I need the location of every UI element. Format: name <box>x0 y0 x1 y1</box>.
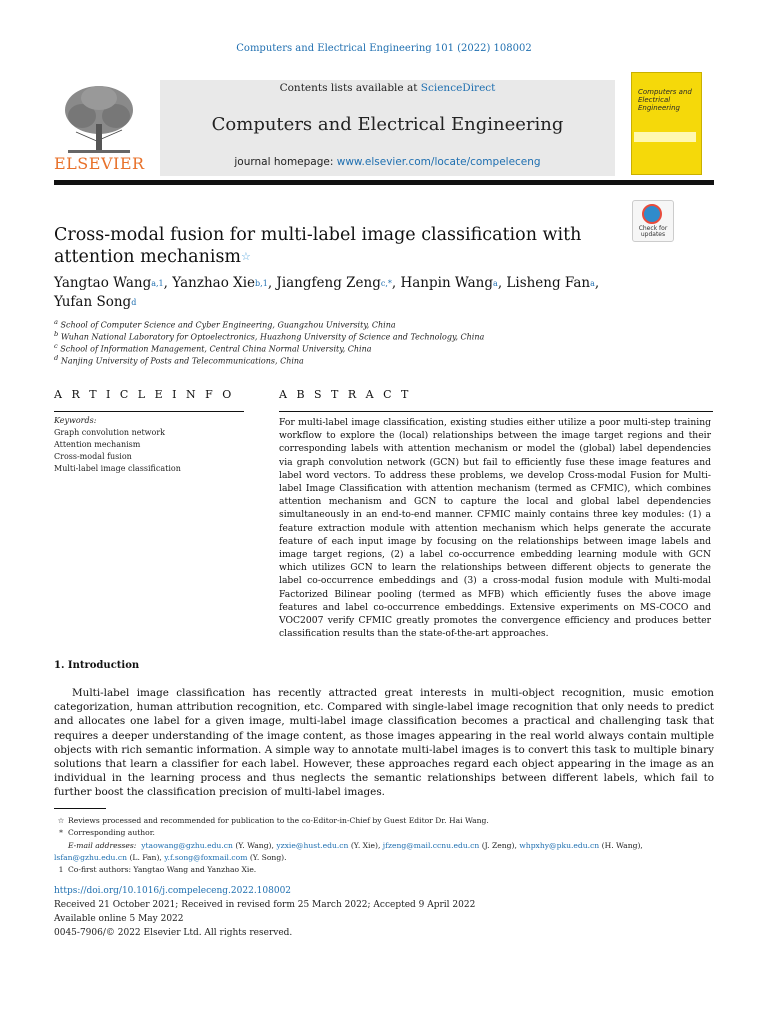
footnote-mark-1: 1 <box>58 865 64 874</box>
footnote-emails <box>54 840 714 852</box>
affiliation-mark: c <box>54 342 58 350</box>
header-rule <box>54 180 714 185</box>
footnote-cofirst-text: Co-first authors: Yangtao Wang and Yanzhao Xie. <box>68 865 257 874</box>
affiliation-mark: d <box>54 354 59 362</box>
keyword: Multi-label image classification <box>54 464 181 473</box>
homepage-link[interactable]: www.elsevier.com/locate/compeleceng <box>336 156 541 168</box>
author-affiliation-mark[interactable]: d <box>131 298 137 307</box>
article-title <box>54 224 614 268</box>
affiliation-text: School of Information Management, Central China Normal University, China <box>60 344 372 354</box>
affiliation-mark: a <box>54 318 58 326</box>
affiliation <box>54 318 674 330</box>
abstract-rule <box>279 411 713 412</box>
email-link[interactable]: jfzeng@mail.ccnu.edu.cn <box>382 841 480 850</box>
footnote-emails-cont <box>54 852 714 864</box>
author-affiliation-mark[interactable]: a <box>590 279 595 288</box>
author-name: Jiangfeng Zeng <box>276 275 381 291</box>
keywords-label: Keywords: <box>54 416 97 425</box>
affiliation-text: School of Computer Science and Cyber Engineering, Guangzhou University, China <box>60 320 396 330</box>
article-title-text: Cross-modal fusion for multi-label image classification with attention mechanism <box>54 225 582 267</box>
journal-name: Computers and Electrical Engineering <box>211 114 564 135</box>
journal-homepage <box>160 156 615 168</box>
author-name: Yufan Song <box>54 294 132 310</box>
section-heading-introduction: 1. Introduction <box>54 660 140 671</box>
email-owner: (H. Wang), <box>601 841 643 850</box>
affiliation <box>54 342 674 354</box>
affiliation <box>54 330 674 342</box>
available-online: Available online 5 May 2022 <box>54 914 184 924</box>
email-link[interactable]: ytaowang@gzhu.edu.cn <box>141 841 233 850</box>
email-link[interactable]: y.f.song@foxmail.com <box>164 853 248 862</box>
author-name: Hanpin Wang <box>400 275 494 291</box>
introduction-paragraph: Multi-label image classification has recently attracted great interests in multi-object recognition, music emotion categorization, human attribution recognition, etc. Compared with single-label image recognition that only needs to predict and allocates one label for a given image, multi-label image classification becomes a practical and challenging task that requires a deeper understanding of the image content, as those images appearing in the real world always contain multiple objects with rich semantic information. A simple way to annotate multi-label images is to convert this task to multiple binary solutions that learn a classifier for each label. However, these approaches regard each object appearing in the image as an individual in the learning process and thus neglects the semantic relationships between different labels, which fail to further boost the classification precision of multi-label images. <box>54 687 714 799</box>
footnote-asterisk-icon: * <box>59 828 63 837</box>
email-link[interactable]: lsfan@gzhu.edu.cn <box>54 853 128 862</box>
email-owner: (Y. Wang), <box>235 841 274 850</box>
elsevier-wordmark: ELSEVIER <box>54 154 145 173</box>
keyword: Cross-modal fusion <box>54 452 132 461</box>
affiliation-mark: b <box>54 330 59 338</box>
title-footnote-star-icon[interactable]: ☆ <box>241 250 251 263</box>
author-affiliation-mark[interactable]: c,* <box>380 279 392 288</box>
footnote-cofirst <box>54 864 714 876</box>
check-updates-icon <box>642 204 662 224</box>
sciencedirect-link[interactable]: ScienceDirect <box>420 82 496 94</box>
contents-prefix: Contents lists available at <box>279 82 418 94</box>
footnote-star-icon: ☆ <box>57 816 65 825</box>
footnote-corresponding-text: Corresponding author. <box>68 828 155 837</box>
copyright: 0045-7906/© 2022 Elsevier Ltd. All rights reserved. <box>54 928 293 938</box>
email-owner: (L. Fan), <box>129 853 162 862</box>
keyword: Graph convolution network <box>54 428 166 437</box>
email-link[interactable]: yzxie@hust.edu.cn <box>276 841 349 850</box>
received-dates: Received 21 October 2021; Received in revised form 25 March 2022; Accepted 9 April 2022 <box>54 900 476 910</box>
author-name: Yanzhao Xie <box>172 275 256 291</box>
footnote-review-text: Reviews processed and recommended for publication to the co-Editor-in-Chief by Guest Editor Dr. Hai Wang. <box>68 816 489 825</box>
journal-reference[interactable]: Computers and Electrical Engineering 101 (2022) 108002 <box>236 43 532 54</box>
check-updates-label: Check for updates <box>638 225 668 238</box>
email-owner: (J. Zeng), <box>481 841 517 850</box>
email-owner: (Y. Xie), <box>350 841 381 850</box>
article-info-rule <box>54 411 244 412</box>
author-list: Yangtao Wang$^{a,1}$, Yanzhao Xie$^{b,1}$, Jiangfeng Zeng$^{c,*}$, Hanpin Wang$^a$, Lisheng Fan$^a$, Yufan Song$^d$ <box>54 275 600 310</box>
footnote-corresponding <box>54 827 714 839</box>
article-info-heading: A R T I C L E I N F O <box>54 388 235 401</box>
abstract-text: For multi-label image classification, existing studies either utilize a poor multi-step training workflow to explore the (local) relationships between the image target regions and their corresponding labels with attention mechanism or model the (global) label dependencies via graph convolution network (GCN) but fail to efficiently fuse these image features and label word vectors. To address these problems, we develop Cross-modal Fusion for Multi-label Image Classification with attention mechanism (termed as CFMIC), which combines attention mechanism and GCN to capture the local and global label dependencies simultaneously in an end-to-end manner. CFMIC mainly contains three key modules: (1) a feature extraction module with attention mechanism which helps generate the accurate feature of each input image by focusing on the relationships between image labels and image target regions, (2) a label co-occurrence embedding learning module with GCN which utilizes GCN to learn the relationships between different objects to generate the label co-occurrence embeddings and (3) a cross-modal fusion module with Multi-modal Factorized Bilinear pooling (termed as MFB) which efficiently fuses the above image features and label co-occurrence embeddings. Extensive experiments on MS-COCO and VOC2007 verify CFMIC greatly promotes the convergence efficiency and produces better classification results than the state-of-the-art approaches. <box>279 417 711 640</box>
email-label: E-mail addresses: <box>68 841 137 850</box>
keyword: Attention mechanism <box>54 440 141 449</box>
author-affiliation-mark[interactable]: a <box>493 279 498 288</box>
email-link[interactable]: whpxhy@pku.edu.cn <box>519 841 600 850</box>
affiliation <box>54 354 674 366</box>
author-affiliation-mark[interactable]: a,1 <box>151 279 164 288</box>
abstract-heading: A B S T R A C T <box>279 388 412 401</box>
email-owner: (Y. Song). <box>249 853 287 862</box>
author-affiliation-mark[interactable]: b,1 <box>255 279 268 288</box>
affiliation-text: Wuhan National Laboratory for Optoelectronics, Huazhong University of Science and Technology, China <box>60 332 485 342</box>
cover-band <box>634 132 696 142</box>
doi-link[interactable]: https://doi.org/10.1016/j.compeleceng.2022.108002 <box>54 886 292 896</box>
cover-title: Computers and Electrical Engineering <box>638 88 692 112</box>
homepage-prefix: journal homepage: <box>234 156 334 168</box>
affiliation-text: Nanjing University of Posts and Telecommunications, China <box>60 356 304 366</box>
footnote-review <box>54 815 714 827</box>
author-name: Yangtao Wang <box>54 275 152 291</box>
footnote-rule <box>54 808 106 809</box>
contents-line <box>160 82 615 94</box>
author-name: Lisheng Fan <box>506 275 591 291</box>
